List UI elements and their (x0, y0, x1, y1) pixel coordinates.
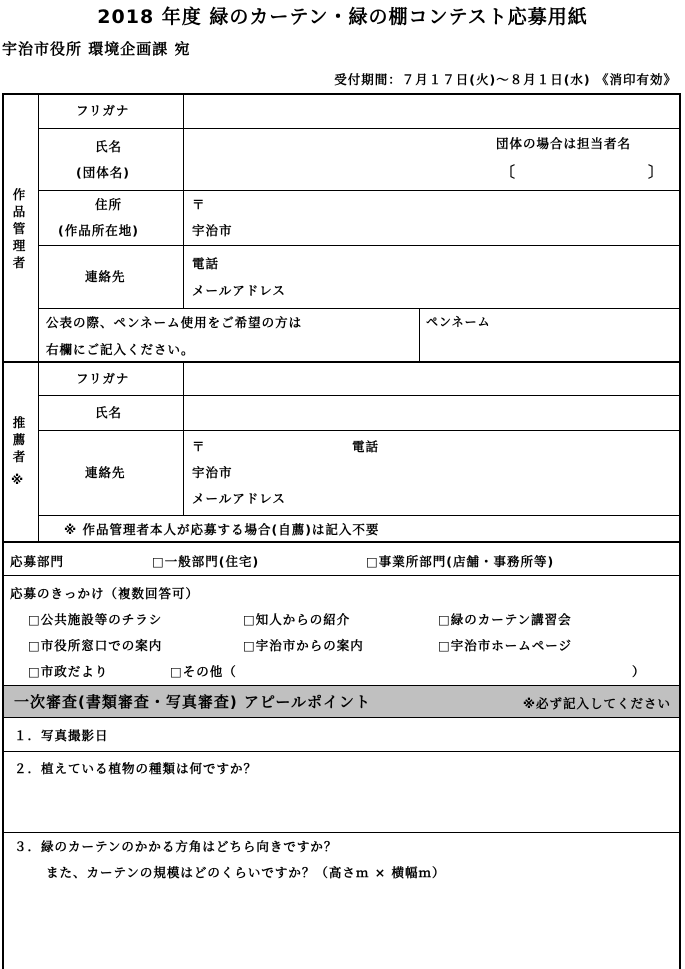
recommender-furigana-field[interactable] (188, 368, 678, 392)
trigger-counter-checkbox[interactable]: □市役所窓口での案内 (28, 638, 163, 653)
section-divider (2, 717, 681, 718)
recommender-name-label: 氏名 (95, 405, 123, 420)
row-divider (2, 751, 681, 752)
appeal-title: 一次審査(書類審査・写真審査) アピールポイント (14, 693, 372, 711)
penname-field[interactable] (424, 330, 676, 358)
row-divider (38, 308, 681, 309)
section-divider (2, 361, 681, 363)
trigger-label: 応募のきっかけ（複数回答可） (10, 586, 200, 601)
section-divider (2, 541, 681, 543)
trigger-referral-checkbox[interactable]: □知人からの紹介 (243, 612, 351, 627)
submission-period: 受付期間：７月１７日(火)～８月１日(水) 《消印有効》 (334, 72, 677, 87)
manager-address-sub-label: (作品所在地) (58, 223, 139, 238)
penname-instruction-2: 右欄にご記入ください。 (46, 342, 195, 357)
phone-label: 電話 (192, 256, 220, 271)
category-general-checkbox[interactable]: □一般部門(住宅) (152, 554, 260, 569)
manager-label-divider (183, 93, 184, 308)
recommender-email-label: メールアドレス (192, 491, 286, 506)
recommender-contact-label: 連絡先 (85, 465, 126, 480)
trigger-homepage-checkbox[interactable]: □宇治市ホームページ (438, 638, 573, 653)
manager-furigana-label: フリガナ (76, 103, 130, 118)
recommender-city-prefix: 宇治市 (192, 465, 233, 480)
trigger-city-notice-checkbox[interactable]: □宇治市からの案内 (243, 638, 364, 653)
recommender-contact-field[interactable] (240, 435, 675, 511)
question-photo-date: １．写真撮影日 (14, 728, 109, 743)
bracket-close: 〕 (648, 163, 665, 181)
manager-furigana-field[interactable] (188, 101, 678, 125)
row-divider (38, 190, 681, 191)
photo-date-field[interactable] (160, 722, 675, 746)
manager-contact-field[interactable] (300, 250, 675, 304)
trigger-other-field[interactable] (262, 660, 622, 680)
manager-contact-label: 連絡先 (85, 269, 126, 284)
penname-label: ペンネーム (426, 315, 491, 329)
manager-name-sub-label: (団体名) (76, 165, 130, 180)
manager-address-field[interactable] (240, 195, 670, 240)
page-title: 2018 年度 緑のカーテン・緑の棚コンテスト応募用紙 (97, 6, 588, 28)
manager-address-label: 住所 (95, 197, 123, 212)
recommender-phone-label: 電話 (352, 439, 380, 454)
trigger-other-checkbox[interactable]: □その他（ (170, 664, 237, 679)
trigger-workshop-checkbox[interactable]: □緑のカーテン講習会 (438, 612, 572, 627)
city-prefix: 宇治市 (192, 223, 233, 238)
category-label: 応募部門 (10, 554, 65, 569)
row-divider (2, 832, 681, 833)
question-plant-types: ２．植えている植物の種類は何ですか？ (14, 761, 258, 776)
manager-name-field[interactable] (188, 132, 488, 187)
recommender-furigana-label: フリガナ (76, 371, 130, 386)
category-business-checkbox[interactable]: □事業所部門(店舗・事務所等) (366, 554, 555, 569)
row-divider (38, 395, 681, 396)
group-contact-note: 団体の場合は担当者名 (496, 136, 632, 151)
self-nomination-note: ※ 作品管理者本人が応募する場合(自薦)は記入不要 (64, 522, 380, 537)
row-divider (38, 128, 681, 129)
trigger-newsletter-checkbox[interactable]: □市政だより (28, 664, 109, 679)
penname-instruction: 公表の際、ペンネーム使用をご希望の方は (46, 315, 303, 330)
row-divider (38, 245, 681, 246)
recommender-postal-mark: 〒 (192, 439, 206, 454)
manager-side-label: 作品管理者 (12, 187, 26, 270)
bracket-open: 〔 (500, 163, 517, 181)
section-divider (2, 575, 681, 576)
recommender-side-mark: ※ (11, 472, 25, 487)
row-divider (38, 430, 681, 431)
postal-mark: 〒 (192, 197, 206, 212)
trigger-flyer-checkbox[interactable]: □公共施設等のチラシ (28, 612, 163, 627)
plant-types-field[interactable] (14, 780, 674, 828)
question-direction: ３．緑のカーテンのかかる方角はどちら向きですか？ (14, 839, 338, 854)
manager-side-divider (38, 93, 39, 361)
trigger-other-close: ） (632, 664, 646, 679)
penname-divider (419, 308, 420, 361)
question-scale: また、カーテンの規模はどのくらいですか？（高さｍ × 横幅ｍ） (46, 865, 446, 880)
recommender-label-divider (183, 363, 184, 515)
row-divider (38, 515, 681, 516)
appeal-required-note: ※必ず記入してください (522, 696, 671, 711)
recommender-name-field[interactable] (188, 400, 678, 426)
addressee: 宇治市役所 環境企画課 宛 (2, 40, 191, 58)
email-label: メールアドレス (192, 283, 286, 298)
appeal-header-bar (2, 686, 681, 717)
manager-name-label: 氏名 (95, 139, 123, 154)
direction-scale-field[interactable] (14, 886, 674, 964)
recommender-side-label: 推薦者 (12, 415, 26, 464)
